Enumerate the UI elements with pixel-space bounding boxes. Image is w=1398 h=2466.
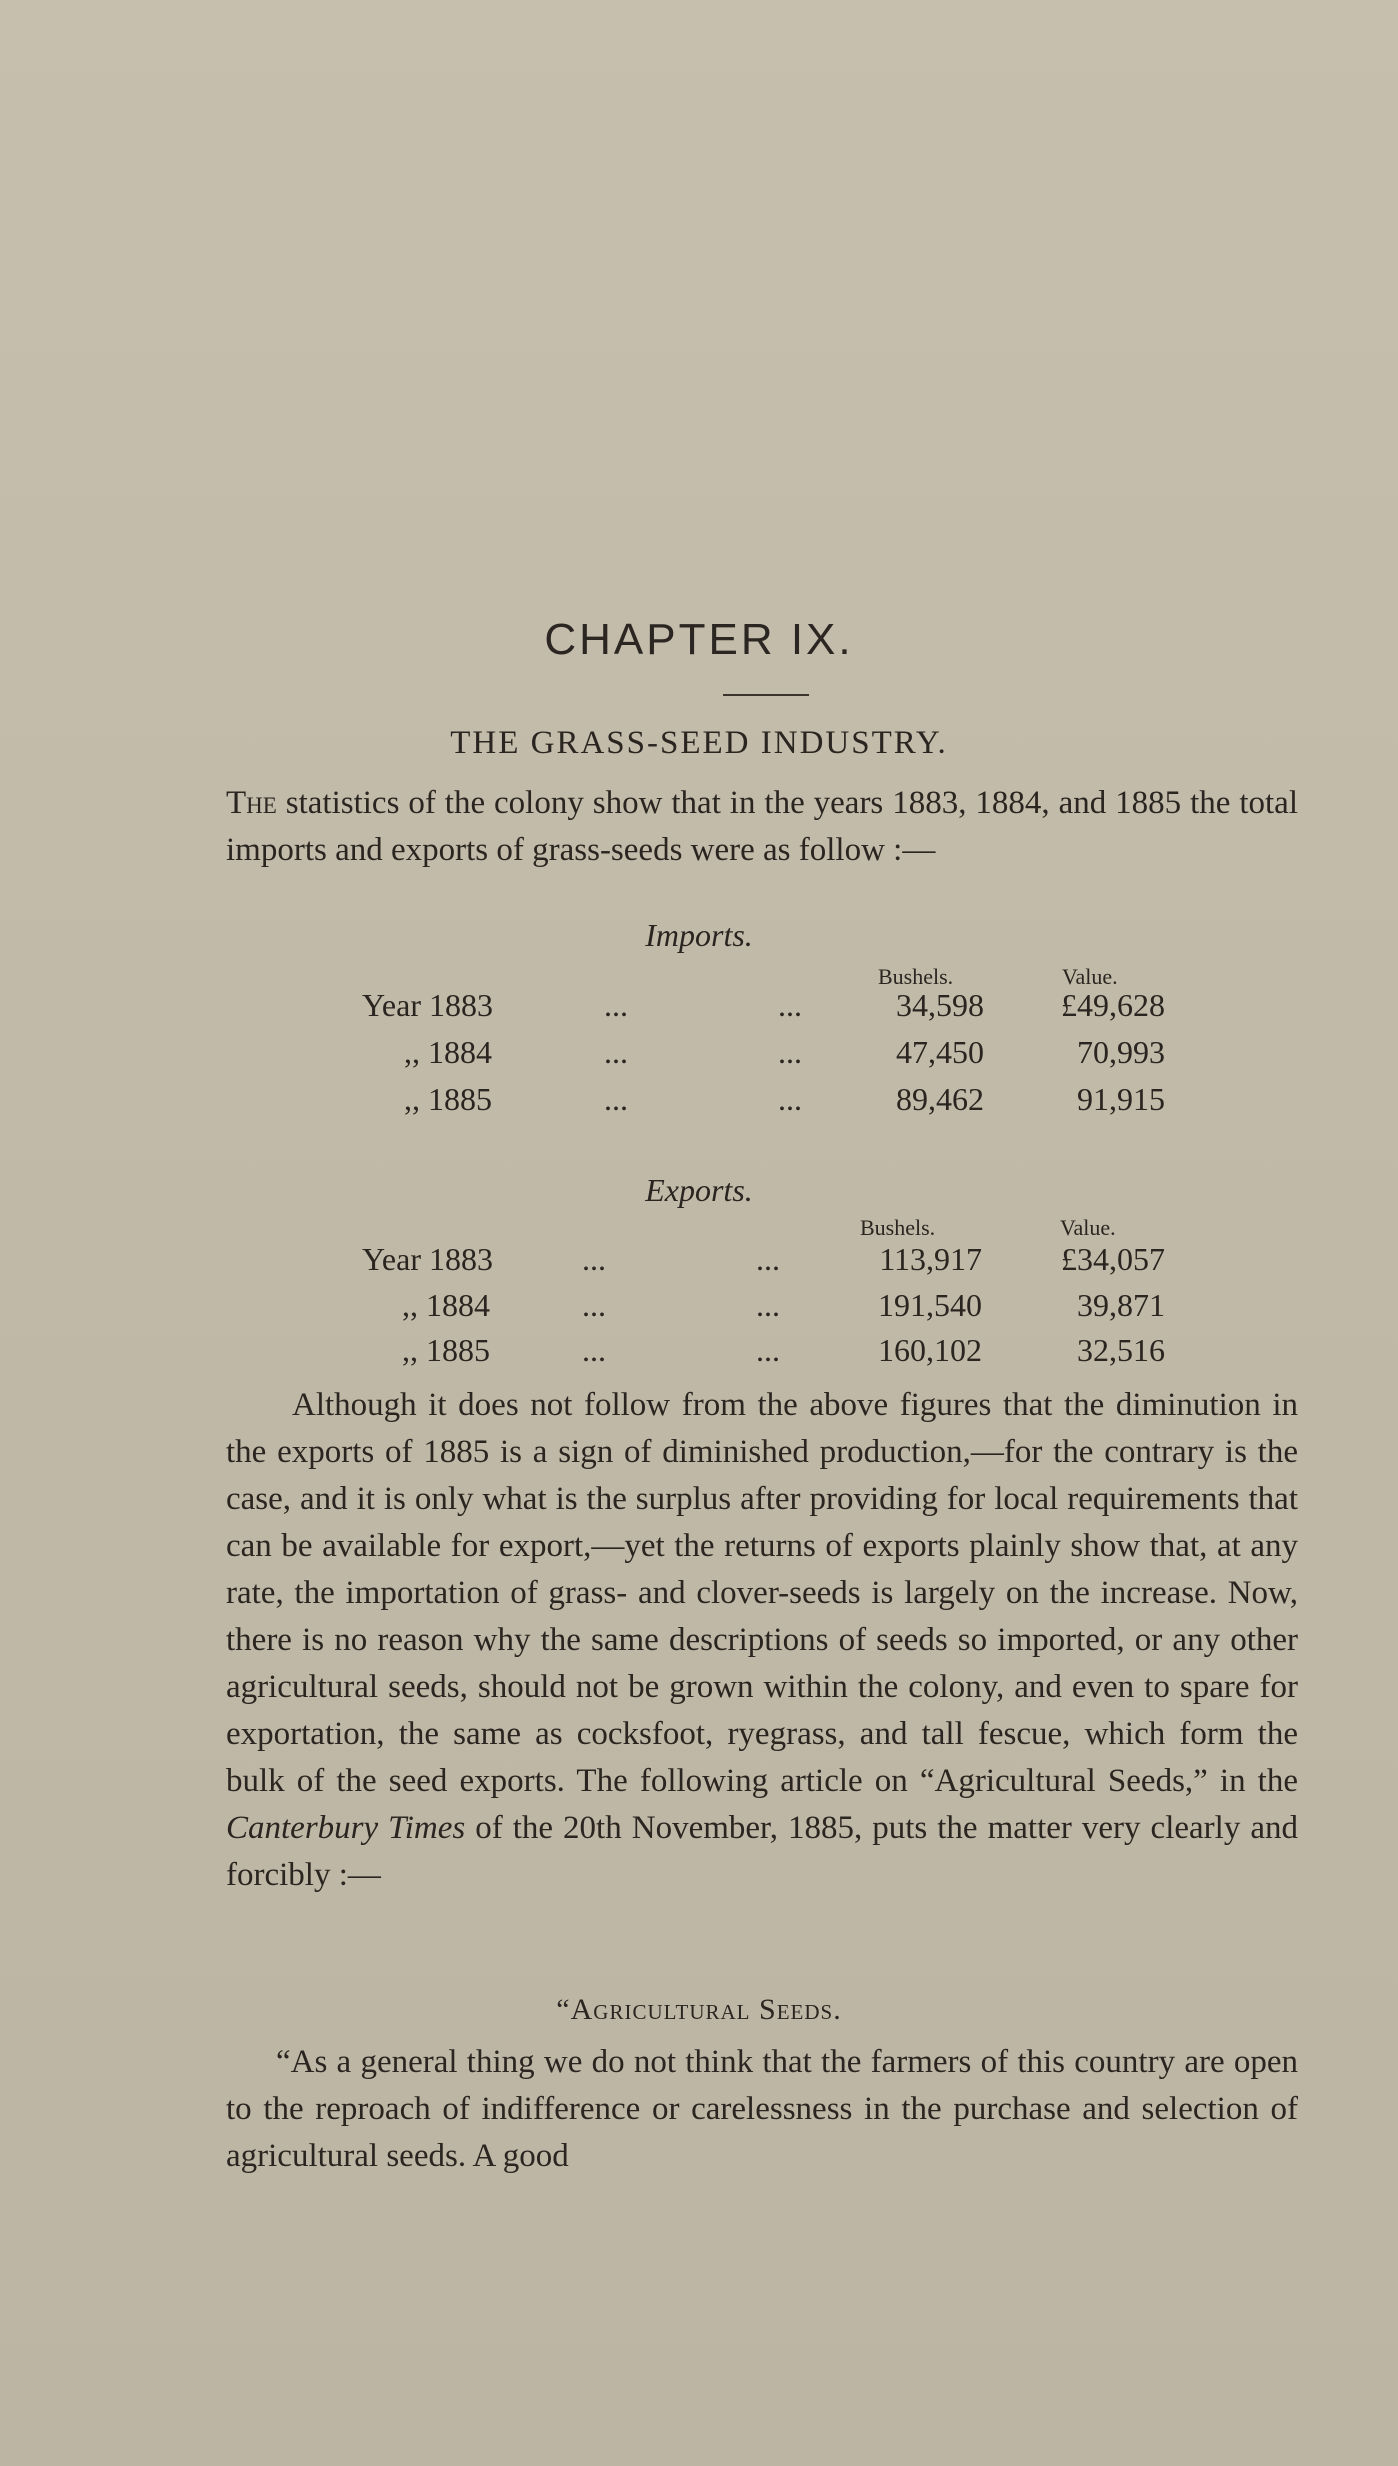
row-value: 91,915 [1077,1081,1165,1117]
leader-dots: ... [582,1287,606,1323]
exports-row [0,1241,1398,1285]
exports-col-bushels: Bushels. [860,1215,936,1240]
row-label: Year 1883 [362,987,493,1023]
leader-dots: ... [778,987,802,1023]
exports-title: Exports. [645,1172,753,1208]
row-label: ,, 1885 [404,1081,492,1117]
imports-col-bushels: Bushels. [878,964,954,989]
row-bushels: 47,450 [896,1034,984,1070]
chapter-title: CHAPTER IX. [544,615,854,664]
leader-dots: ... [756,1241,780,1277]
imports-col-value: Value. [1062,964,1118,989]
section-heading: THE GRASS-SEED INDUSTRY. [450,725,948,761]
exports-col-value: Value. [1060,1215,1116,1240]
row-label: ,, 1884 [402,1287,490,1323]
row-value: 32,516 [1077,1332,1165,1368]
newspaper-title: Canterbury Times [226,1810,466,1846]
leader-dots: ... [604,987,628,1023]
intro-text: statistics of the colony show that in the years 1883, 1884, and 1885 the total imports and exports of grass-seeds were as follow :— [226,785,1298,868]
quoted-article-title: “Agricultural Seeds. [556,1993,842,2026]
leader-dots: ... [778,1081,802,1117]
row-bushels: 34,598 [896,987,984,1023]
leader-dots: ... [582,1332,606,1368]
exports-row [0,1287,1398,1331]
row-value: £49,628 [1061,987,1165,1023]
leader-dots: ... [778,1034,802,1070]
row-label: ,, 1885 [402,1332,490,1368]
row-label: Year 1883 [362,1241,493,1277]
intro-paragraph [226,780,1298,874]
row-label: ,, 1884 [404,1034,492,1070]
imports-row [0,987,1398,1031]
row-value: 70,993 [1077,1034,1165,1070]
quoted-paragraph: “As a general thing we do not think that the farmers of this country are open to the reproach of indifference or carelessness in the purchase and selection of agricultural seeds. A good [226,2044,1298,2174]
title-rule [723,694,809,696]
intro-lead: The [226,785,277,821]
imports-row [0,1034,1398,1078]
row-bushels: 89,462 [896,1081,984,1117]
imports-row [0,1081,1398,1125]
leader-dots: ... [756,1287,780,1323]
leader-dots: ... [582,1241,606,1277]
exports-row [0,1332,1398,1376]
paragraph-text: Although it does not follow from the above figures that the diminution in the exports of 1885 is a sign of diminished production,—for the contrary is the case, and it is only what is the surplus after providing for local requirements that can be available for export,—yet the returns of exports plainly show that, at any rate, the importation of grass- and clover-seeds is largely on the increase. Now, there is no reason why the same descriptions of seeds so imported, or any other agricultural seeds, should not be grown within the colony, and even to spare for exportation, the same as cocksfoot, ryegrass, and tall fescue, which form the bulk of the seed exports. The following article on “Agricultural Seeds,” in the [226,1387,1298,1799]
row-bushels: 113,917 [879,1241,982,1277]
leader-dots: ... [604,1081,628,1117]
row-value: 39,871 [1077,1287,1165,1323]
leader-dots: ... [604,1034,628,1070]
row-bushels: 160,102 [878,1332,982,1368]
leader-dots: ... [756,1332,780,1368]
row-value: £34,057 [1061,1241,1165,1277]
imports-title: Imports. [645,917,753,953]
paragraph-text: of the 20th November, 1885, puts the matter very clearly and forcibly :— [226,1810,1298,1893]
body-paragraph [226,1382,1298,1899]
row-bushels: 191,540 [878,1287,982,1323]
